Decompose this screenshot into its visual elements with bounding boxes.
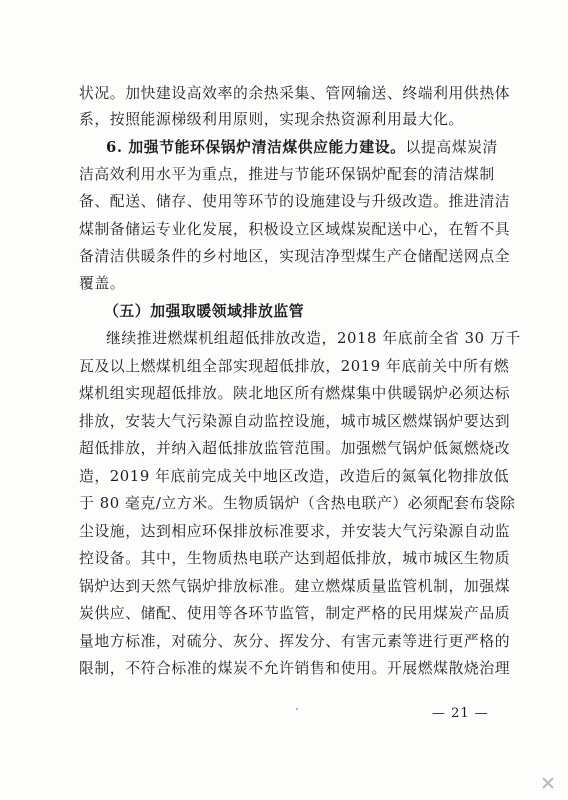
text-line-21: 限制，不符合标准的煤炭不允许销售和使用。开展燃煤散烧治理 (79, 660, 511, 677)
text-line-11: 煤机组实现超低排放。陕北地区所有燃煤集中供暖锅炉必须达标 (79, 385, 511, 402)
text-line-12: 排放，安装大气污染源自动监控设施，城市城区燃煤锅炉要达到 (79, 413, 511, 430)
section-item-6-heading: 6. 加强节能环保锅炉清洁煤供应能力建设。 (106, 139, 406, 156)
text-line-10: 瓦及以上燃煤机组全部实现超低排放，2019 年底前关中所有燃 (79, 358, 510, 375)
text-line-19: 炭供应、储配、使用等各环节监管，制定严格的民用煤炭产品质 (79, 605, 511, 622)
text-line-16: 尘设施，达到相应环保排放标准要求，并安装大气污染源自动监 (79, 523, 511, 540)
text-line-9: 继续推进燃煤机组超低排放改造，2018 年底前全省 30 万千 (106, 330, 521, 347)
text-line-2: 系，按照能源梯级利用原则，实现余热资源利用最大化。 (79, 111, 464, 128)
text-line-4: 洁高效利用水平为重点，推进与节能环保锅炉配套的清洁煤制 (79, 166, 495, 183)
text-line-20: 量地方标准，对硫分、灰分、挥发分、有害元素等进行更严格的 (79, 633, 511, 650)
text-line-3 (106, 138, 498, 158)
text-line-13: 超低排放，并纳入超低排放监管范围。加强燃气锅炉低氮燃烧改 (79, 440, 511, 457)
text-line-17: 控设备。其中，生物质热电联产达到超低排放，城市城区生物质 (79, 550, 511, 567)
text-line-8: 覆盖。 (79, 275, 126, 292)
text-line-5: 备、配送、储存、使用等环节的设施建设与升级改造。推进清洁 (79, 193, 511, 210)
text-line-7: 备清洁供暖条件的乡村地区，实现洁净型煤生产仓储配送网点全 (79, 248, 511, 265)
section-item-6-text: 以提高煤炭清 (405, 139, 498, 156)
text-line-14: 造，2019 年底前完成关中地区改造，改造后的氮氧化物排放低 (79, 468, 510, 485)
text-line-6: 煤制备储运专业化发展，积极设立区域煤炭配送中心，在暂不具 (79, 221, 511, 238)
text-line-1: 状况。加快建设高效率的余热采集、管网输送、终端利用供热体 (79, 85, 511, 102)
page-number: — 21 — (432, 706, 489, 721)
text-line-15: 于 80 毫克/立方米。生物质锅炉（含热电联产）必须配套布袋除 (79, 495, 516, 512)
scan-speck (296, 708, 298, 710)
corner-cross-mark-icon (541, 776, 555, 790)
text-line-18: 锅炉达到天然气锅炉排放标准。建立燃煤质量监管机制，加强煤 (79, 578, 511, 595)
section-heading-5: （五）加强取暖领域排放监管 (104, 303, 305, 320)
